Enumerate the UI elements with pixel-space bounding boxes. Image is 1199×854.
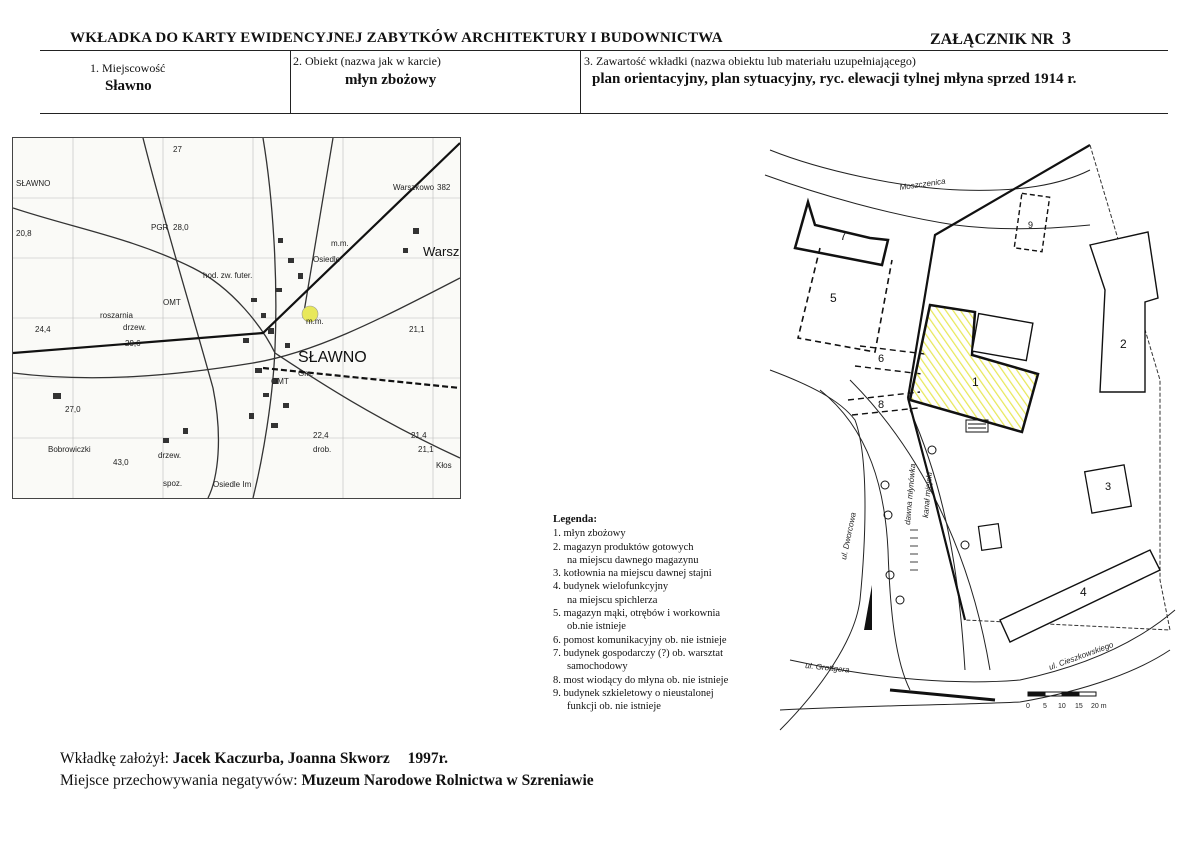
svg-text:kanał miejski: kanał miejski [921, 471, 934, 519]
authors: Jacek Kaczurba, Joanna Skworz [172, 750, 390, 767]
field-1-value: Sławno [105, 78, 152, 94]
legend-item: 5. magazyn mąki, otrębów i workownia [553, 608, 721, 620]
svg-text:hod. zw. futer.: hod. zw. futer. [203, 271, 253, 280]
svg-text:20,8: 20,8 [16, 229, 32, 238]
svg-text:43,0: 43,0 [113, 458, 129, 467]
svg-text:OMT: OMT [163, 298, 181, 307]
header-rule-bottom [40, 113, 1168, 114]
svg-text:27: 27 [173, 145, 182, 154]
svg-text:m.m.: m.m. [331, 239, 349, 248]
legend-item: 7. budynek gospodarczy (?) ob. warsztat [553, 647, 723, 659]
svg-text:21,4: 21,4 [411, 431, 427, 440]
field-3-value: plan orientacyjny, plan sytuacyjny, ryc. elewacji tylnej młyna sprzed 1914 r. [592, 71, 1077, 87]
svg-text:29,6: 29,6 [125, 339, 141, 348]
svg-text:0: 0 [1026, 703, 1030, 710]
svg-text:dawna młynówka: dawna młynówka [903, 463, 918, 526]
field-2-value: młyn zbożowy [345, 72, 437, 88]
svg-text:Osiedle: Osiedle [313, 255, 341, 264]
legend-item: funkcji ob. nie istnieje [567, 701, 661, 713]
svg-text:28,0: 28,0 [173, 223, 189, 232]
legend-title: Legenda: [553, 513, 597, 525]
legend-list [553, 527, 728, 713]
svg-text:21,1: 21,1 [418, 445, 434, 454]
svg-text:Gm.: Gm. [298, 369, 314, 378]
svg-text:SŁAWNO: SŁAWNO [298, 349, 367, 366]
storage-value: Muzeum Narodowe Rolnictwa w Szreniawie [301, 772, 594, 789]
legend-item: samochodowy [567, 661, 628, 673]
annex-label [930, 28, 1071, 49]
svg-text:roszarnia: roszarnia [100, 311, 133, 320]
svg-text:Moszczenica: Moszczenica [899, 176, 947, 192]
svg-text:21,1: 21,1 [409, 325, 425, 334]
svg-text:5: 5 [1043, 703, 1047, 710]
svg-text:OMT: OMT [271, 377, 289, 386]
author-label: Wkładkę założył: [60, 750, 169, 767]
svg-text:7: 7 [840, 229, 847, 243]
legend-item: 4. budynek wielofunkcyjny [553, 581, 669, 593]
svg-text:22,4: 22,4 [313, 431, 329, 440]
field-3-label: 3. Zawartość wkładki (nazwa obiektu lub materiału uzupełniającego) [584, 54, 916, 68]
field-1-label: 1. Miejscowość [90, 61, 166, 75]
legend-item: 8. most wiodący do młyna ob. nie istnieje [553, 674, 729, 686]
svg-text:m.m.: m.m. [306, 317, 324, 326]
svg-text:drzew.: drzew. [158, 451, 182, 460]
legend-item: 2. magazyn produktów gotowych [553, 541, 694, 553]
svg-text:Osiedle Im: Osiedle Im [213, 480, 252, 489]
svg-text:ul. Cieszkowskiego: ul. Cieszkowskiego [1047, 640, 1115, 672]
svg-text:Warsz: Warsz [423, 244, 460, 259]
legend-item: 3. kotłownia na miejscu dawnej stajni [553, 568, 712, 580]
svg-text:drzew.: drzew. [123, 323, 147, 332]
svg-text:Bobrowiczki: Bobrowiczki [48, 445, 91, 454]
svg-text:Kłos: Kłos [436, 461, 452, 470]
legend-item: na miejscu spichlerza [567, 594, 658, 606]
svg-text:drob.: drob. [313, 445, 332, 454]
legend-item: na miejscu dawnego magazynu [567, 554, 699, 566]
legend-item: ob.nie istnieje [567, 621, 626, 633]
legend-item: 9. budynek szkieletowy o nieustalonej [553, 687, 714, 699]
svg-text:1: 1 [972, 375, 979, 389]
svg-text:4: 4 [1080, 585, 1087, 599]
svg-text:Warszkowo: Warszkowo [393, 183, 435, 192]
svg-text:9: 9 [1028, 220, 1034, 230]
svg-text:SŁAWNO: SŁAWNO [16, 179, 51, 188]
svg-text:10: 10 [1058, 703, 1066, 710]
storage-line [60, 772, 594, 790]
annex-number: 3 [1062, 28, 1072, 48]
svg-text:6: 6 [878, 353, 885, 365]
svg-text:8: 8 [878, 399, 885, 411]
field-2-label: 2. Obiekt (nazwa jak w karcie) [293, 54, 441, 68]
situation-plan [760, 130, 1180, 740]
svg-text:15: 15 [1075, 703, 1083, 710]
svg-text:spoz.: spoz. [163, 479, 183, 488]
field-divider-1 [290, 51, 291, 113]
legend [553, 513, 728, 713]
legend-item: 6. pomost komunikacyjny ob. nie istnieje [553, 634, 727, 646]
svg-text:ul. Grottgera: ul. Grottgera [804, 661, 850, 675]
legend-item: 1. młyn zbożowy [553, 528, 626, 540]
svg-text:5: 5 [830, 291, 837, 305]
svg-text:2: 2 [1120, 337, 1127, 351]
document-title: WKŁADKA DO KARTY EWIDENCYJNEJ ZABYTKÓW ARCHITEKTURY I BUDOWNICTWA [70, 30, 723, 46]
svg-text:24,4: 24,4 [35, 325, 51, 334]
year: 1997r. [407, 750, 448, 767]
field-divider-2 [580, 51, 581, 113]
svg-text:PGR: PGR [151, 223, 169, 232]
author-line [60, 750, 448, 768]
svg-text:27,0: 27,0 [65, 405, 81, 414]
svg-text:20 m: 20 m [1091, 703, 1107, 710]
header-rule-top [40, 50, 1168, 51]
svg-text:3: 3 [1105, 481, 1112, 493]
annex-label-text: ZAŁĄCZNIK NR [930, 31, 1055, 48]
svg-text:382: 382 [437, 183, 451, 192]
svg-text:ul. Dworcowa: ul. Dworcowa [839, 511, 858, 561]
storage-label: Miejsce przechowywania negatywów: [60, 772, 298, 789]
orientation-map [12, 137, 461, 499]
